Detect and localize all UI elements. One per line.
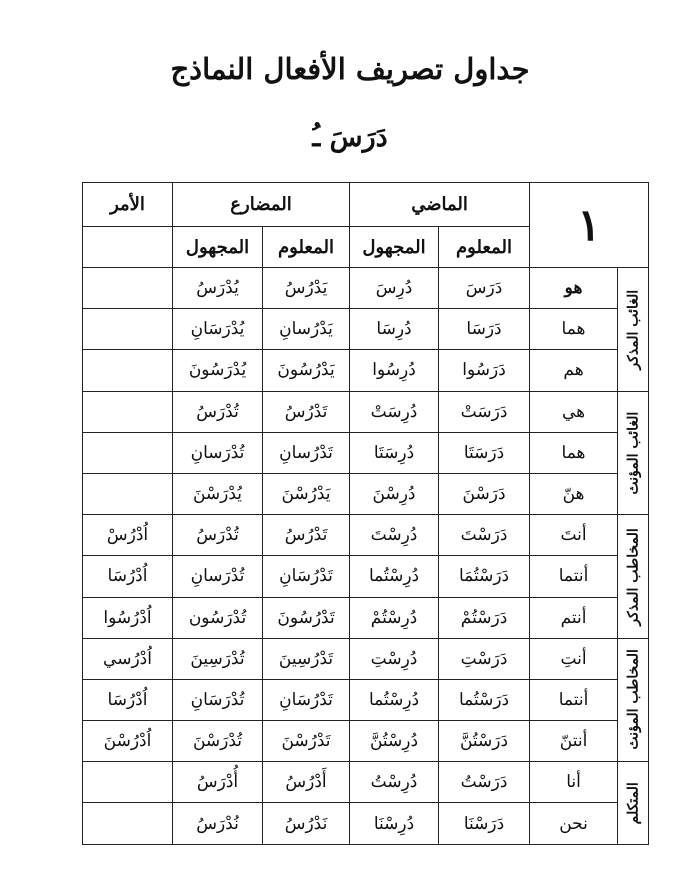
table-row xyxy=(83,309,649,350)
cell-mudari-malum: يَدْرُسُونَ xyxy=(263,350,350,391)
pronoun-cell: هي xyxy=(530,391,618,432)
table-row xyxy=(83,391,649,432)
cell-amr xyxy=(83,803,173,844)
cell-madi-malum: دَرَسُوا xyxy=(439,350,530,391)
cell-madi-malum: دَرَسْتُما xyxy=(439,679,530,720)
cell-amr: اُدْرُسَا xyxy=(83,556,173,597)
conjugation-table xyxy=(82,182,649,845)
cell-mudari-majhul: تُدْرَسُون xyxy=(173,597,263,638)
pronoun-cell: أنتِ xyxy=(530,638,618,679)
pronoun-cell: أنتما xyxy=(530,556,618,597)
cell-madi-majhul: دُرِسَ xyxy=(350,268,439,309)
cell-madi-majhul: دُرِسْتُما xyxy=(350,556,439,597)
cell-mudari-malum: تَدْرُسْنَ xyxy=(263,721,350,762)
cell-mudari-malum: تَدْرُسَانِ xyxy=(263,679,350,720)
cell-amr: اُدْرُسْنَ xyxy=(83,721,173,762)
table-number: ١ xyxy=(530,183,649,268)
pronoun-cell: هم xyxy=(530,350,618,391)
conjugation-body xyxy=(83,268,649,845)
group-label: الغائب المؤنث xyxy=(618,391,649,515)
header-madi-malum: المعلوم xyxy=(439,227,530,268)
cell-madi-majhul: دُرِسْتُ xyxy=(350,762,439,803)
table-row xyxy=(83,721,649,762)
cell-madi-malum: دَرَسْتُ xyxy=(439,762,530,803)
cell-madi-majhul: دُرِسْنَ xyxy=(350,473,439,514)
group-label: الغائب المذكر xyxy=(618,268,649,392)
cell-madi-majhul: دُرِسْتُمْ xyxy=(350,597,439,638)
cell-mudari-malum: يَدْرُسْنَ xyxy=(263,473,350,514)
header-mudari-majhul: المجهول xyxy=(173,227,263,268)
cell-mudari-malum: تَدْرُسُونَ xyxy=(263,597,350,638)
header-mudari-malum: المعلوم xyxy=(263,227,350,268)
cell-mudari-malum: تَدْرُسانِ xyxy=(263,432,350,473)
cell-madi-majhul: دُرِسْتُما xyxy=(350,679,439,720)
cell-mudari-majhul: يُدْرَسَانِ xyxy=(173,309,263,350)
cell-madi-malum: دَرَسَتْ xyxy=(439,391,530,432)
cell-mudari-majhul: أُدْرَسُ xyxy=(173,762,263,803)
cell-mudari-malum: نَدْرُسُ xyxy=(263,803,350,844)
pronoun-cell: أنتنّ xyxy=(530,721,618,762)
cell-madi-malum: دَرَسَا xyxy=(439,309,530,350)
cell-mudari-majhul: تُدْرَسانِ xyxy=(173,432,263,473)
page-title: جداول تصريف الأفعال النماذج xyxy=(170,52,530,86)
cell-madi-majhul: دُرِسْنَا xyxy=(350,803,439,844)
table-row xyxy=(83,556,649,597)
cell-madi-malum: دَرَسَتَا xyxy=(439,432,530,473)
cell-amr xyxy=(83,473,173,514)
cell-madi-majhul: دُرِسَتَا xyxy=(350,432,439,473)
cell-madi-malum: دَرَسْتُنَّ xyxy=(439,721,530,762)
cell-amr: اُدْرُسَا xyxy=(83,679,173,720)
table-row xyxy=(83,473,649,514)
pronoun-cell: هو xyxy=(530,268,618,309)
pronoun-cell: أنا xyxy=(530,762,618,803)
cell-madi-malum: دَرَسَ xyxy=(439,268,530,309)
table-row xyxy=(83,638,649,679)
table-row xyxy=(83,803,649,844)
table-row xyxy=(83,597,649,638)
cell-mudari-majhul: تُدْرَسانِ xyxy=(173,556,263,597)
pronoun-cell: أنتما xyxy=(530,679,618,720)
cell-mudari-majhul: يُدْرَسْنَ xyxy=(173,473,263,514)
cell-mudari-malum: يَدْرُسُ xyxy=(263,268,350,309)
cell-mudari-majhul: تُدْرَسُ xyxy=(173,515,263,556)
cell-mudari-majhul: تُدْرَسُ xyxy=(173,391,263,432)
cell-amr: اُدْرُسْ xyxy=(83,515,173,556)
pronoun-cell: أنتم xyxy=(530,597,618,638)
cell-mudari-malum: تَدْرُسُ xyxy=(263,515,350,556)
cell-madi-majhul: دُرِسْتِ xyxy=(350,638,439,679)
header-madi-majhul: المجهول xyxy=(350,227,439,268)
cell-madi-malum: دَرَسْتُمَا xyxy=(439,556,530,597)
cell-mudari-majhul: تُدْرَسَانِ xyxy=(173,679,263,720)
cell-amr xyxy=(83,762,173,803)
cell-amr xyxy=(83,391,173,432)
cell-mudari-majhul: نُدْرَسُ xyxy=(173,803,263,844)
cell-madi-malum: دَرَسْتَ xyxy=(439,515,530,556)
cell-mudari-majhul: يُدْرَسُ xyxy=(173,268,263,309)
cell-mudari-malum: يَدْرُسانِ xyxy=(263,309,350,350)
cell-madi-malum: دَرَسْنَ xyxy=(439,473,530,514)
group-label: المخاطب المؤنث xyxy=(618,638,649,762)
cell-madi-majhul: دُرِسَتْ xyxy=(350,391,439,432)
cell-amr: اُدْرُسُوا xyxy=(83,597,173,638)
table-row xyxy=(83,350,649,391)
cell-amr xyxy=(83,268,173,309)
pronoun-cell: أنتَ xyxy=(530,515,618,556)
header-amr-empty xyxy=(83,227,173,268)
pronoun-cell: هما xyxy=(530,309,618,350)
pronoun-cell: هما xyxy=(530,432,618,473)
pronoun-cell: هنّ xyxy=(530,473,618,514)
cell-madi-malum: دَرَسْنَا xyxy=(439,803,530,844)
cell-madi-majhul: دُرِسْتَ xyxy=(350,515,439,556)
group-label: المخاطب المذكر xyxy=(618,515,649,639)
cell-mudari-malum: تَدْرُسِينَ xyxy=(263,638,350,679)
cell-madi-malum: دَرَسْتُمْ xyxy=(439,597,530,638)
table-row xyxy=(83,268,649,309)
header-amr: الأمر xyxy=(83,183,173,227)
model-verb: دَرَسَ ـُ xyxy=(312,122,388,153)
cell-amr xyxy=(83,350,173,391)
pronoun-cell: نحن xyxy=(530,803,618,844)
header-madi: الماضي xyxy=(350,183,530,227)
cell-mudari-malum: تَدْرُسُ xyxy=(263,391,350,432)
cell-madi-malum: دَرَسْتِ xyxy=(439,638,530,679)
cell-madi-majhul: دُرِسْتُنَّ xyxy=(350,721,439,762)
cell-mudari-majhul: تُدْرَسِينَ xyxy=(173,638,263,679)
cell-amr xyxy=(83,309,173,350)
cell-amr: اُدْرُسي xyxy=(83,638,173,679)
cell-mudari-majhul: تُدْرَسْنَ xyxy=(173,721,263,762)
cell-mudari-malum: أَدْرُسُ xyxy=(263,762,350,803)
table-row xyxy=(83,432,649,473)
cell-mudari-majhul: يُدْرَسُونَ xyxy=(173,350,263,391)
header-mudari: المضارع xyxy=(173,183,350,227)
cell-mudari-malum: تَدْرُسَانِ xyxy=(263,556,350,597)
group-label: المتكلم xyxy=(618,762,649,844)
table-row xyxy=(83,762,649,803)
table-row xyxy=(83,515,649,556)
cell-amr xyxy=(83,432,173,473)
cell-madi-majhul: دُرِسُوا xyxy=(350,350,439,391)
cell-madi-majhul: دُرِسَا xyxy=(350,309,439,350)
table-row xyxy=(83,679,649,720)
